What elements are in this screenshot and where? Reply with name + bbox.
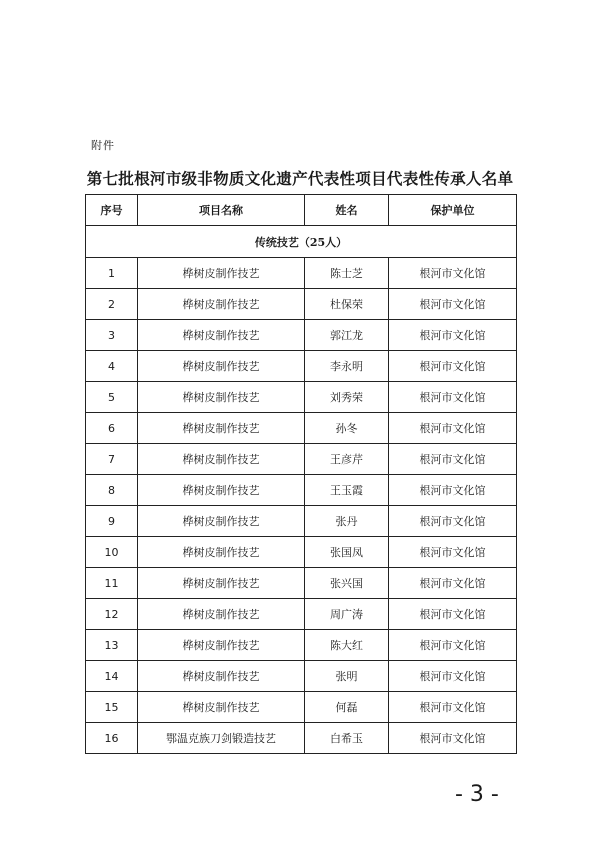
table-row [86,320,517,351]
category-label: 传统技艺（25人） [86,226,517,258]
cell-name: 郭江龙 [305,320,389,351]
cell-unit: 根河市文化馆 [389,444,517,475]
cell-unit: 根河市文化馆 [389,723,517,754]
cell-serial: 15 [86,692,138,723]
cell-name: 孙冬 [305,413,389,444]
cell-name: 王玉霞 [305,475,389,506]
category-row [86,226,517,258]
inheritor-table [85,194,517,754]
cell-project: 桦树皮制作技艺 [138,475,305,506]
table-row [86,258,517,289]
cell-name: 陈大红 [305,630,389,661]
table-row [86,599,517,630]
table-row [86,351,517,382]
cell-name: 张国凤 [305,537,389,568]
page-number: - 3 - [455,782,499,807]
table-row [86,630,517,661]
cell-unit: 根河市文化馆 [389,568,517,599]
cell-unit: 根河市文化馆 [389,661,517,692]
table-row [86,537,517,568]
table-header-row [86,195,517,226]
cell-serial: 5 [86,382,138,413]
table-row [86,444,517,475]
cell-serial: 8 [86,475,138,506]
cell-name: 王彦芹 [305,444,389,475]
table-row [86,413,517,444]
table-row [86,289,517,320]
cell-serial: 2 [86,289,138,320]
cell-project: 桦树皮制作技艺 [138,630,305,661]
cell-serial: 6 [86,413,138,444]
cell-name: 何磊 [305,692,389,723]
table-row [86,475,517,506]
cell-serial: 13 [86,630,138,661]
header-unit: 保护单位 [389,195,517,226]
cell-project: 桦树皮制作技艺 [138,413,305,444]
cell-project: 桦树皮制作技艺 [138,258,305,289]
header-serial: 序号 [86,195,138,226]
cell-project: 桦树皮制作技艺 [138,289,305,320]
cell-name: 张兴国 [305,568,389,599]
cell-serial: 16 [86,723,138,754]
cell-project: 桦树皮制作技艺 [138,599,305,630]
table-row [86,568,517,599]
table-row [86,692,517,723]
table-row [86,661,517,692]
cell-unit: 根河市文化馆 [389,382,517,413]
cell-name: 陈士芝 [305,258,389,289]
cell-unit: 根河市文化馆 [389,289,517,320]
cell-serial: 12 [86,599,138,630]
cell-project: 桦树皮制作技艺 [138,661,305,692]
cell-serial: 1 [86,258,138,289]
header-project: 项目名称 [138,195,305,226]
cell-unit: 根河市文化馆 [389,475,517,506]
table-row [86,723,517,754]
cell-name: 杜保荣 [305,289,389,320]
document-title: 第七批根河市级非物质文化遗产代表性项目代表性传承人名单 [86,169,514,188]
cell-project: 桦树皮制作技艺 [138,382,305,413]
cell-serial: 11 [86,568,138,599]
cell-project: 桦树皮制作技艺 [138,506,305,537]
cell-project: 桦树皮制作技艺 [138,568,305,599]
annex-label: 附件 [91,139,115,152]
cell-unit: 根河市文化馆 [389,258,517,289]
cell-name: 白希玉 [305,723,389,754]
cell-serial: 10 [86,537,138,568]
cell-serial: 7 [86,444,138,475]
cell-serial: 4 [86,351,138,382]
cell-project: 桦树皮制作技艺 [138,444,305,475]
table-row [86,506,517,537]
cell-name: 张明 [305,661,389,692]
header-name: 姓名 [305,195,389,226]
cell-project: 桦树皮制作技艺 [138,692,305,723]
cell-unit: 根河市文化馆 [389,630,517,661]
cell-name: 张丹 [305,506,389,537]
cell-name: 周广涛 [305,599,389,630]
cell-name: 李永明 [305,351,389,382]
cell-unit: 根河市文化馆 [389,351,517,382]
cell-serial: 14 [86,661,138,692]
cell-unit: 根河市文化馆 [389,320,517,351]
cell-serial: 3 [86,320,138,351]
cell-unit: 根河市文化馆 [389,506,517,537]
cell-unit: 根河市文化馆 [389,413,517,444]
cell-unit: 根河市文化馆 [389,599,517,630]
cell-unit: 根河市文化馆 [389,692,517,723]
cell-unit: 根河市文化馆 [389,537,517,568]
cell-project: 桦树皮制作技艺 [138,351,305,382]
cell-serial: 9 [86,506,138,537]
cell-project: 鄂温克族刀剑锻造技艺 [138,723,305,754]
cell-name: 刘秀荣 [305,382,389,413]
cell-project: 桦树皮制作技艺 [138,537,305,568]
cell-project: 桦树皮制作技艺 [138,320,305,351]
table-row [86,382,517,413]
